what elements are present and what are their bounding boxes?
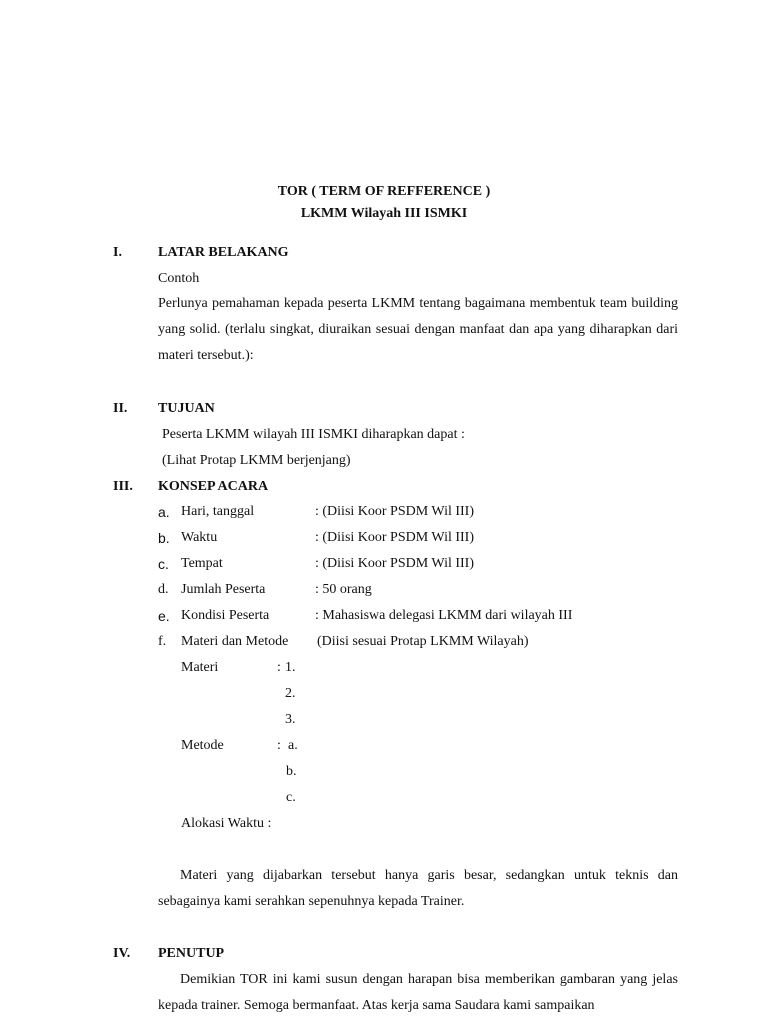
materi-colon: : [277, 660, 281, 675]
item-d-mark: d. [158, 582, 169, 597]
item-d-value: : 50 orang [315, 582, 372, 597]
section-1-number: I. [113, 245, 122, 260]
materi-item-2: 2. [285, 686, 296, 701]
section-2-heading: TUJUAN [158, 401, 215, 416]
section-1-paragraph: Perlunya pemahaman kepada peserta LKMM tentang bagaimana membentuk team building yang solid. (terlalu singkat, diuraikan sesuai dengan manfaat dan apa yang diharapkan dari materi tersebut.): [158, 296, 678, 363]
item-e-label: Kondisi Peserta [181, 608, 270, 623]
item-f-mark: f. [158, 634, 167, 649]
materi-label: Materi [181, 660, 219, 675]
section-4-heading: PENUTUP [158, 946, 225, 961]
item-b-label: Waktu [181, 530, 218, 545]
materi-item-3: 3. [285, 712, 296, 727]
section-1-heading: LATAR BELAKANG [158, 245, 289, 260]
item-c-value: : (Diisi Koor PSDM Wil III) [315, 556, 475, 571]
item-b-value: : (Diisi Koor PSDM Wil III) [315, 530, 475, 545]
item-f-label: Materi dan Metode [181, 634, 289, 649]
item-d-label: Jumlah Peserta [181, 582, 266, 597]
item-a-mark: a. [158, 504, 170, 520]
metode-item-b: b. [286, 764, 297, 779]
metode-item-a: a. [288, 738, 298, 753]
section-3-paragraph: Materi yang dijabarkan tersebut hanya garis besar, sedangkan untuk teknis dan sebagainya kami serahkan sepenuhnya kepada Trainer. [158, 868, 678, 909]
section-2-number: II. [113, 401, 128, 416]
materi-item-1: 1. [285, 660, 296, 675]
doc-title-line2: LKMM Wilayah III ISMKI [300, 206, 468, 221]
section-3-number: III. [113, 479, 133, 494]
section-2-line1: Peserta LKMM wilayah III ISMKI diharapkan dapat : [162, 427, 465, 442]
section-1-contoh: Contoh [158, 271, 200, 286]
section-3-heading: KONSEP ACARA [158, 479, 269, 494]
section-4-number: IV. [113, 946, 131, 961]
metode-item-c: c. [286, 790, 296, 805]
item-b-mark: b. [158, 530, 170, 546]
doc-title-line1: TOR ( TERM OF REFFERENCE ) [277, 184, 491, 199]
item-c-mark: c. [158, 556, 169, 572]
section-4-paragraph: Demikian TOR ini kami susun dengan harapan bisa memberikan gambaran yang jelas kepada trainer. Semoga bermanfaat. Atas kerja sama Saudara kami sampaikan [158, 972, 678, 1013]
metode-label: Metode [181, 738, 224, 753]
item-a-label: Hari, tanggal [181, 504, 255, 519]
item-e-value: : Mahasiswa delegasi LKMM dari wilayah III [315, 608, 573, 623]
alokasi-waktu: Alokasi Waktu : [181, 816, 272, 831]
metode-colon: : [277, 738, 281, 753]
item-c-label: Tempat [181, 556, 223, 571]
item-a-value: : (Diisi Koor PSDM Wil III) [315, 504, 475, 519]
section-2-line2: (Lihat Protap LKMM berjenjang) [162, 453, 351, 468]
item-f-value: (Diisi sesuai Protap LKMM Wilayah) [317, 634, 529, 649]
item-e-mark: e. [158, 608, 170, 624]
